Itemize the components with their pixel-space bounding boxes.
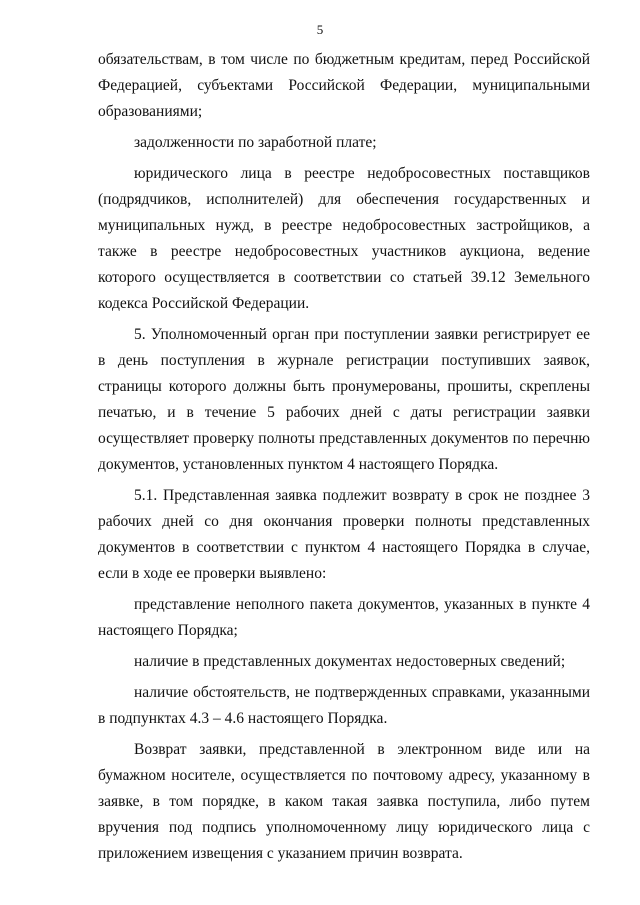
document-body (98, 47, 590, 867)
paragraph: 5.1. Представленная заявка подлежит возврату в срок не позднее 3 рабочих дней со дня окончания проверки полноты представленных документов в соответствии с пунктом 4 настоящего Порядка в случае, если в ходе ее проверки выявлено: (98, 487, 590, 582)
paragraph: представление неполного пакета документов, указанных в пункте 4 настоящего Порядка; (98, 596, 590, 639)
paragraph: наличие обстоятельств, не подтвержденных справками, указанными в подпунктах 4.3 – 4.6 настоящего Порядка. (98, 684, 590, 727)
paragraph: 5. Уполномоченный орган при поступлении заявки регистрирует ее в день поступления в журнале регистрации поступивших заявок, страницы которого должны быть пронумерованы, прошиты, скреплены печатью, и в течение 5 рабочих дней с даты регистрации заявки осуществляет проверку полноты представленных документов по перечню документов, установленных пунктом 4 настоящего Порядка. (98, 326, 590, 473)
paragraph: обязательствам, в том числе по бюджетным кредитам, перед Российской Федерацией, субъектами Российской Федерации, муниципальными образованиями; (98, 51, 590, 120)
paragraph: юридического лица в реестре недобросовестных поставщиков (подрядчиков, исполнителей) для обеспечения государственных и муниципальных нужд, в реестре недобросовестных застройщиков, а также в реестре недобросовестных участников аукциона, ведение которого осуществляется в соответствии со статьей 39.12 Земельного кодекса Российской Федерации. (98, 165, 590, 312)
paragraph: Возврат заявки, представленной в электронном виде или на бумажном носителе, осуществляется по почтовому адресу, указанному в заявке, в том порядке, в каком такая заявка поступила, либо путем вручения под подпись уполномоченному лицу юридического лица с приложением извещения с указанием причин возврата. (98, 741, 590, 862)
paragraph: задолженности по заработной плате; (134, 134, 377, 151)
paragraph: наличие в представленных документах недостоверных сведений; (134, 653, 566, 670)
page-number: 5 (316, 22, 324, 37)
